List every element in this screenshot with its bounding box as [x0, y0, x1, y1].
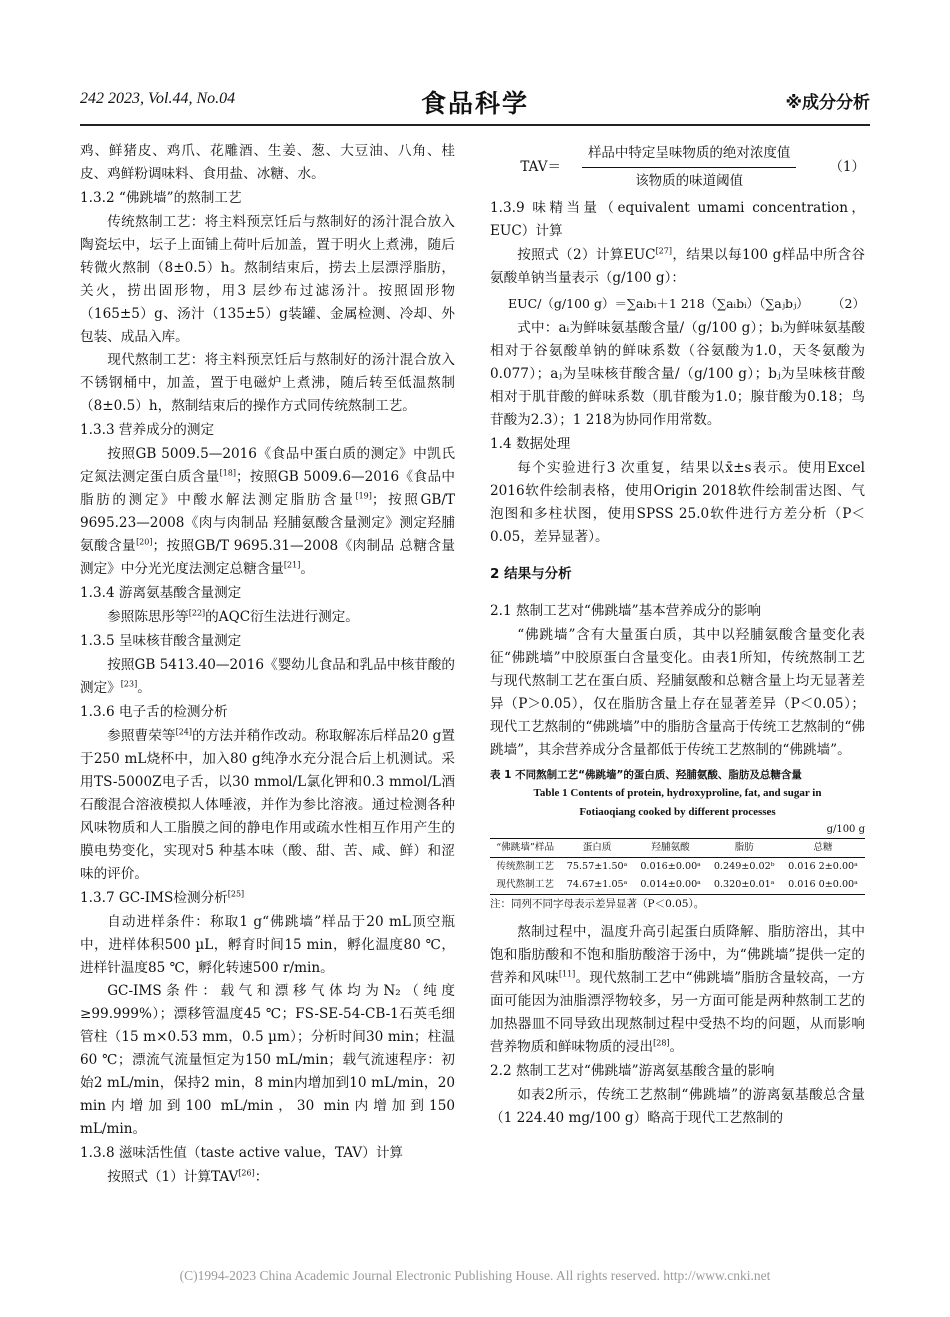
table-header-row	[490, 839, 865, 858]
copyright-footer: (C)1994-2023 China Academic Journal Electronic Publishing House. All rights reserved. http://www.cnki.net	[179, 1268, 771, 1283]
heading-1-3-3: 1.3.3 营养成分的测定	[80, 422, 215, 438]
table-cell: 0.016 0±0.00ᵃ	[781, 876, 865, 895]
paragraph-formula-variables: 式中：aᵢ为鲜味氨基酸含量/（g/100 g）；bᵢ为鲜味氨基酸相对于谷氨酸单钠的鲜味系数（谷氨酸为1.0，天冬氨酸为0.077）；aⱼ为呈味核苷酸含量/（g/100 g）；bⱼ为呈味核苷酸相对于肌苷酸的鲜味系数（肌苷酸为1.0；腺苷酸为0.18；鸟苷酸为2.3）；1 218为协同作用常数。	[490, 320, 865, 428]
table-cell: 74.67±1.05ᵃ	[560, 876, 634, 895]
table-cell: 0.014±0.00ᵃ	[634, 876, 708, 895]
heading-1-3-9: 1.3.9 味精当量（equivalent umami concentration，EUC）计算	[490, 200, 865, 239]
page-info: 242 2023, Vol.44, No.04	[80, 90, 236, 107]
table-row	[490, 876, 865, 895]
equation-1-numerator: 样品中特定呈味物质的绝对浓度值	[582, 142, 797, 168]
table-1	[490, 838, 865, 895]
table-cell: 0.016 2±0.00ᵃ	[788, 861, 858, 872]
table-header-cell: 蛋白质	[560, 839, 634, 858]
paragraph-autosampler: 自动进样条件：称取1 g“佛跳墙”样品于20 mL顶空瓶中，进样体积500 µL，孵育时间15 min，孵化温度80 ℃，进样针温度85 ℃，孵化转速500 r/min。	[80, 914, 455, 976]
heading-1-4: 1.4 数据处理	[490, 436, 571, 452]
heading-2: 2 结果与分析	[490, 566, 572, 582]
header-rule	[80, 124, 870, 126]
left-column	[80, 140, 455, 1189]
paragraph-e-tongue: 参照曹荣等[24]的方法并稍作改动。称取解冻后样品20 g置于250 mL烧杯中，加入80 g纯净水充分混合后上机测试。采用TS-5000Z电子舌，以30 mmol/L氯化钾和0.3 mmol/L酒石酸混合溶液模拟人体唾液，并作为参比溶液。通过检测各种风味物质和人工脂膜之间的静电作用或疏水性相互作用产生的膜电势变化，实现对5 种基本味（酸、甜、苦、咸、鲜）和涩味的评价。	[80, 727, 455, 882]
table-header-cell: 脂肪	[707, 839, 781, 858]
paragraph-amino-acid: 参照陈思彤等[22]的AQC衍生法进行测定。	[107, 608, 359, 625]
paragraph-2-1: “佛跳墙”含有大量蛋白质，其中以羟脯氨酸含量变化表征“佛跳墙”中胶原蛋白含量变化。由表1所知，传统熬制工艺与现代熬制工艺在蛋白质、羟脯氨酸和总糖含量上均无显著差异（P＞0.05），仅在脂肪含量上存在显著差异（P＜0.05）；现代工艺熬制的“佛跳墙”中的脂肪含量高于传统工艺熬制的“佛跳墙”，其余营养成分含量都低于传统工艺熬制的“佛跳墙”。	[490, 627, 865, 758]
table-1-caption-cn: 表 1 不同熬制工艺“佛跳墙”的蛋白质、羟脯氨酸、脂肪及总糖含量	[490, 769, 802, 781]
table-row	[490, 858, 865, 877]
table-header-cell: “佛跳墙”样品	[490, 839, 560, 858]
table-cell: 0.320±0.01ᵃ	[707, 876, 781, 895]
paragraph-nucleotide: 按照GB 5413.40—2016《婴幼儿食品和乳品中核苷酸的测定》[23]。	[80, 657, 455, 696]
right-column	[490, 140, 865, 1130]
heading-1-3-8: 1.3.8 滋味活性值（taste active value，TAV）计算	[80, 1145, 404, 1161]
heading-2-2: 2.2 熬制工艺对“佛跳墙”游离氨基酸含量的影响	[490, 1063, 775, 1079]
heading-1-3-4: 1.3.4 游离氨基酸含量测定	[80, 585, 242, 601]
heading-1-3-2: 1.3.2 “佛跳墙”的熬制工艺	[80, 190, 242, 206]
table-1-note: 注：同列不同字母表示差异显著（P＜0.05）。	[490, 898, 705, 910]
table-1-caption-en-1: Table 1 Contents of protein, hydroxyproline, fat, and sugar in	[533, 787, 822, 799]
table-cell: 75.57±1.50ᵃ	[566, 861, 628, 872]
paragraph-tav: 按照式（1）计算TAV[26]：	[107, 1168, 269, 1185]
page-header	[80, 84, 870, 118]
paragraph-traditional-process: 传统熬制工艺：将主料预烹饪后与熬制好的汤汁混合放入陶瓷坛中，坛子上面铺上荷叶后加盖，置于明火上煮沸，随后转微火熬制（8±0.5）h。熬制结束后，捞去上层漂浮脂肪，关火，捞出固形物，用3 层纱布过滤汤汁。按照固形物（165±5）g、汤汁（135±5）g装罐、金属检测、冷却、外包装、成品入库。	[80, 214, 455, 345]
heading-1-3-7: 1.3.7 GC-IMS检测分析[25]	[80, 889, 245, 906]
table-header-cell: 总糖	[781, 839, 865, 858]
table-cell: 0.016±0.00ᵃ	[640, 861, 701, 872]
heading-2-1: 2.1 熬制工艺对“佛跳墙”基本营养成分的影响	[490, 603, 761, 619]
heading-1-3-6: 1.3.6 电子舌的检测分析	[80, 704, 228, 720]
journal-title: 食品科学	[420, 89, 529, 118]
section-label: ※成分分析	[785, 93, 870, 113]
paragraph-2-1-discussion: 熬制过程中，温度升高引起蛋白质降解、脂肪溶出，其中饱和脂肪酸和不饱和脂肪酸溶于汤中，为“佛跳墙”提供一定的营养和风味[11]。现代熬制工艺中“佛跳墙”脂肪含量较高，一方面可能因为油脂漂浮物较多，另一方面可能是两种熬制工艺的加热器皿不同导致出现熬制过程中受热不均的问题，从而影响营养物质和鲜味物质的浸出[28]。	[490, 924, 866, 1055]
heading-1-3-5: 1.3.5 呈味核苷酸含量测定	[80, 633, 242, 649]
table-cell: 传统熬制工艺	[496, 861, 554, 872]
paragraph-euc: 按照式（2）计算EUC[27]，结果以每100 g样品中所含谷氨酸单钠当量表示（g/100 g）：	[490, 246, 866, 286]
paragraph-data-processing: 每个实验进行3 次重复，结果以x̄±s表示。使用Excel 2016软件绘制表格，使用Origin 2018软件绘制雷达图、气泡图和多柱状图，使用SPSS 25.0软件进行方差分析（P＜0.05，差异显著）。	[490, 460, 865, 545]
ingredients-text: 鸡、鲜猪皮、鸡爪、花雕酒、生姜、葱、大豆油、八角、桂皮、鸡鲜粉调味料、食用盐、冰糖、水。	[80, 143, 455, 182]
paragraph-nutrition-methods: 按照GB 5009.5—2016《食品中蛋白质的测定》中凯氏定氮法测定蛋白质含量[18]；按照GB 5009.6—2016《食品中脂肪的测定》中酸水解法测定脂肪含量[19]；按照GB/T 9695.23—2008《肉与肉制品 羟脯氨酸含量测定》测定羟脯氨酸含量[20]；按照GB/T 9695.31—2008《肉制品 总糖含量测定》中分光光度法测定总糖含量[21]。	[80, 446, 456, 577]
equation-1: TAV＝ $\frac{\text{样品中特定呈味物质的绝对浓度值}}{\text{该物质的味道阈值}}$ （1）	[490, 142, 865, 193]
table-1-unit: g/100 g	[826, 824, 865, 835]
paragraph-modern-process: 现代熬制工艺：将主料预烹饪后与熬制好的汤汁混合放入不锈钢桶中，加盖，置于电磁炉上煮沸，随后转至低温熬制（8±0.5）h，熬制结束后的操作方式同传统熬制工艺。	[80, 352, 455, 414]
equation-1-denominator: 该物质的味道阈值	[635, 173, 744, 189]
equation-2: EUC/（g/100 g）＝∑aᵢbᵢ＋1 218（∑aᵢbᵢ）（∑aⱼbⱼ） （2）	[508, 296, 865, 311]
table-1-caption-en-2: Fotiaoqiang cooked by different processes	[579, 806, 776, 818]
paragraph-gc-ims-conditions: GC-IMS条件：载气和漂移气体均为N₂（纯度≥99.999%）；漂移管温度45 ℃；FS-SE-54-CB-1石英毛细管柱（15 m×0.53 mm，0.5 µm）；分析时间30 min；柱温60 ℃；漂流气流量恒定为150 mL/min；载气流速程序：初始2 mL/min，保持2 min，8 min内增加到10 mL/min，20 min内增加到100 mL/min，30 min内增加到150 mL/min。	[80, 983, 455, 1137]
table-cell: 现代熬制工艺	[490, 876, 560, 895]
table-cell: 0.249±0.02ᵇ	[713, 861, 775, 872]
paragraph-2-2: 如表2所示，传统工艺熬制“佛跳墙”的游离氨基酸总含量（1 224.40 mg/100 g）略高于现代工艺熬制的	[490, 1087, 865, 1126]
table-header-cell: 羟脯氨酸	[634, 839, 708, 858]
